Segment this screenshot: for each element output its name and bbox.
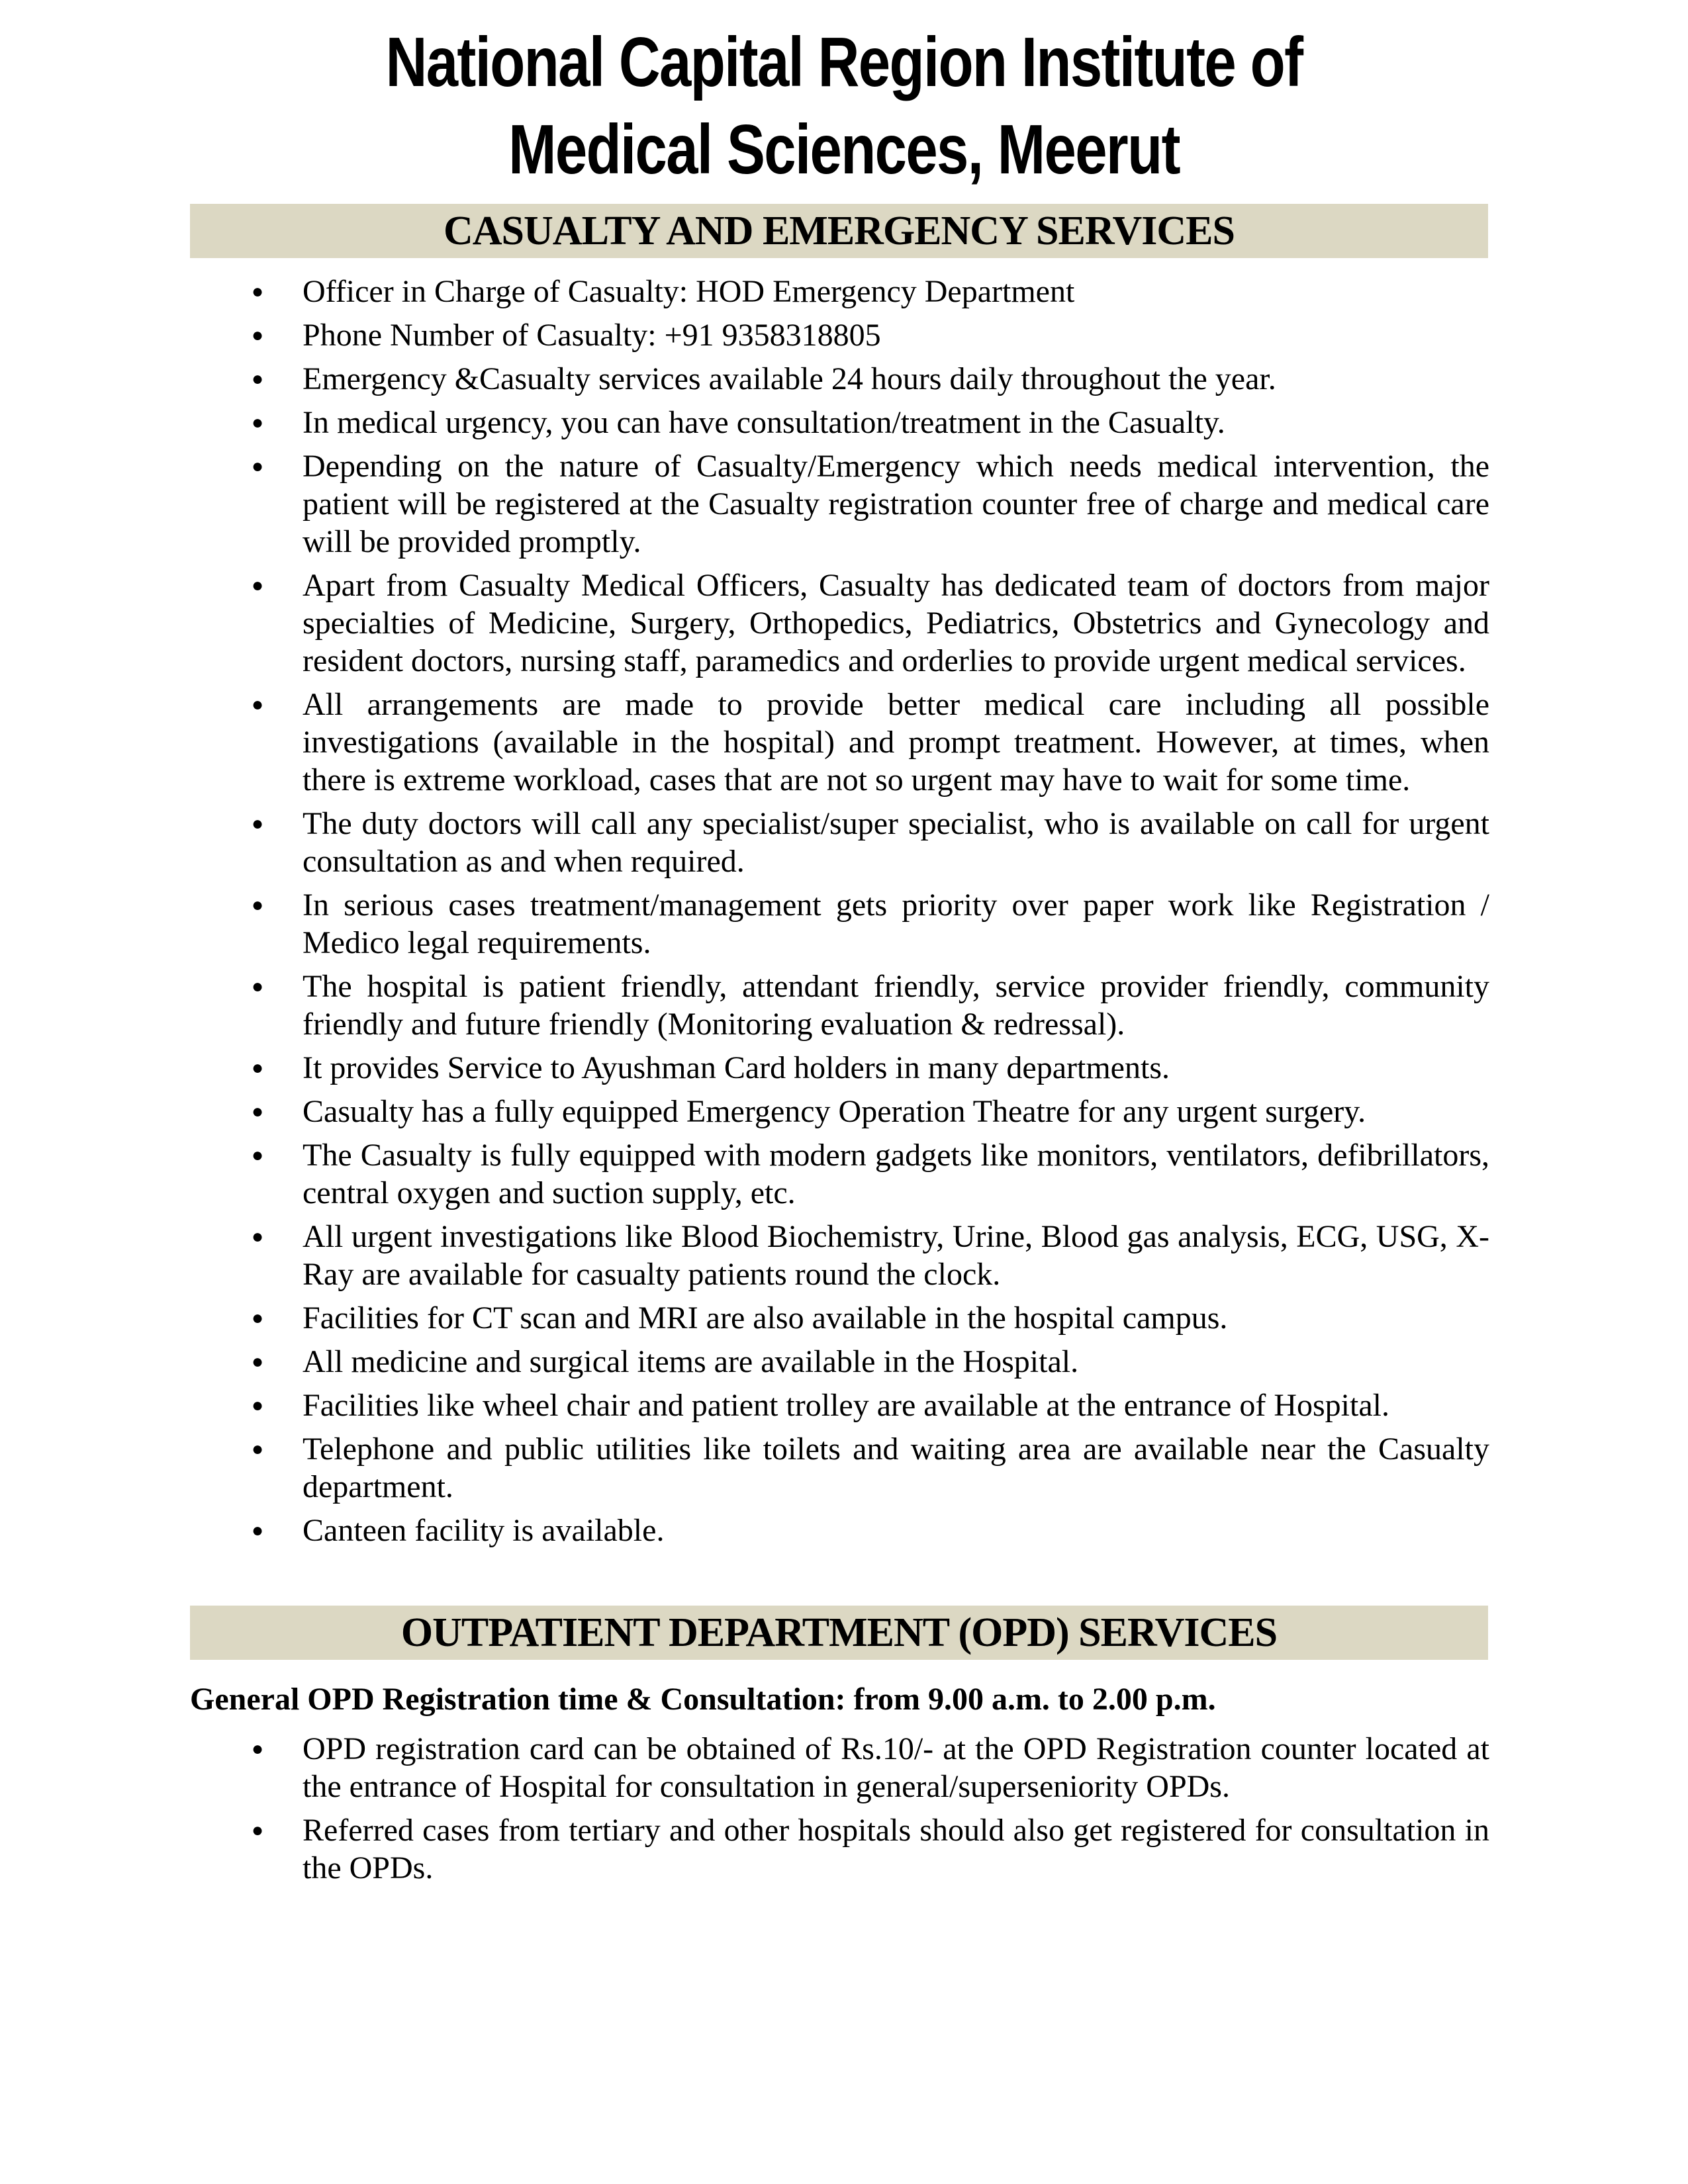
bullet-text: Facilities like wheel chair and patient trolley are available at the entrance of Hospital. <box>303 1388 1389 1423</box>
bullet-text: The hospital is patient friendly, attendant friendly, service provider friendly, community friendly and future friendly (Monitoring evaluation & redressal). <box>303 969 1489 1042</box>
list-item <box>252 968 1489 1043</box>
bullet-text: In medical urgency, you can have consultation/treatment in the Casualty. <box>303 405 1225 440</box>
casualty-section-header: CASUALTY AND EMERGENCY SERVICES <box>190 204 1488 258</box>
list-item <box>252 1049 1489 1087</box>
bullet-icon: ● <box>252 455 264 477</box>
bullet-icon: ● <box>252 1144 264 1166</box>
list-item <box>252 886 1489 962</box>
list-item <box>252 686 1489 799</box>
list-item <box>252 447 1489 561</box>
page-title-line-2: Medical Sciences, Meerut <box>508 111 1180 189</box>
list-item <box>252 1430 1489 1506</box>
list-item <box>252 805 1489 880</box>
bullet-icon: ● <box>252 574 264 596</box>
list-item <box>252 404 1489 441</box>
bullet-icon: ● <box>252 813 264 835</box>
bullet-text: Depending on the nature of Casualty/Emergency which needs medical intervention, the patient will be registered at the Casualty registration counter free of charge and medical care will be provided promptly. <box>303 449 1489 559</box>
bullet-text: All arrangements are made to provide better medical care including all possible investigations (available in the hospital) and prompt treatment. However, at times, when there is extreme workload, cases that are not so urgent may have to wait for some time. <box>303 687 1489 797</box>
bullet-text: All medicine and surgical items are available in the Hospital. <box>303 1344 1079 1379</box>
bullet-text: Referred cases from tertiary and other hospitals should also get registered for consultation in the OPDs. <box>303 1813 1489 1886</box>
bullet-text: The Casualty is fully equipped with modern gadgets like monitors, ventilators, defibrillators, central oxygen and suction supply, etc. <box>303 1138 1489 1210</box>
casualty-bullet-list <box>0 273 1688 1549</box>
list-item <box>252 1093 1489 1130</box>
bullet-icon: ● <box>252 1351 264 1373</box>
bullet-text: All urgent investigations like Blood Biochemistry, Urine, Blood gas analysis, ECG, USG, X-Ray are available for casualty patients round the clock. <box>303 1219 1489 1292</box>
bullet-text: Canteen facility is available. <box>303 1513 665 1548</box>
list-item <box>252 273 1489 310</box>
list-item <box>252 1730 1489 1805</box>
bullet-icon: ● <box>252 1307 264 1329</box>
bullet-icon: ● <box>252 368 264 390</box>
bullet-icon: ● <box>252 1226 264 1248</box>
bullet-text: The duty doctors will call any specialist/super specialist, who is available on call for urgent consultation as and when required. <box>303 806 1489 879</box>
list-item <box>252 1218 1489 1293</box>
bullet-icon: ● <box>252 1520 264 1541</box>
bullet-text: Officer in Charge of Casualty: HOD Emergency Department <box>303 274 1075 309</box>
bullet-icon: ● <box>252 324 264 346</box>
bullet-text: OPD registration card can be obtained of Rs.10/- at the OPD Registration counter located at the entrance of Hospital for consultation in general/superseniority OPDs. <box>303 1731 1489 1804</box>
bullet-icon: ● <box>252 1438 264 1460</box>
bullet-icon: ● <box>252 1394 264 1416</box>
bullet-text: It provides Service to Ayushman Card holders in many departments. <box>303 1050 1170 1085</box>
page-title <box>0 19 1688 193</box>
bullet-text: Emergency &Casualty services available 24 hours daily throughout the year. <box>303 361 1276 396</box>
list-item <box>252 1512 1489 1549</box>
list-item <box>252 1136 1489 1212</box>
list-item <box>252 1343 1489 1381</box>
bullet-icon: ● <box>252 281 264 302</box>
bullet-text: Casualty has a fully equipped Emergency Operation Theatre for any urgent surgery. <box>303 1094 1366 1129</box>
list-item <box>252 1811 1489 1887</box>
bullet-icon: ● <box>252 694 264 715</box>
bullet-icon: ● <box>252 1057 264 1079</box>
bullet-icon: ● <box>252 976 264 997</box>
bullet-icon: ● <box>252 1738 264 1760</box>
opd-registration-time-line: General OPD Registration time & Consultation: from 9.00 a.m. to 2.00 p.m. <box>190 1682 1216 1717</box>
bullet-text: Apart from Casualty Medical Officers, Casualty has dedicated team of doctors from major specialties of Medicine, Surgery, Orthopedics, Pediatrics, Obstetrics and Gynecology and resident doctors, nursing staff, paramedics and orderlies to provide urgent medical services. <box>303 568 1489 678</box>
opd-section-header: OUTPATIENT DEPARTMENT (OPD) SERVICES <box>190 1606 1488 1660</box>
list-item <box>252 360 1489 398</box>
bullet-icon: ● <box>252 1101 264 1122</box>
page-title-line-1: National Capital Region Institute of <box>385 23 1303 101</box>
opd-bullet-list <box>0 1730 1688 1887</box>
bullet-text: Facilities for CT scan and MRI are also available in the hospital campus. <box>303 1300 1228 1336</box>
bullet-text: Phone Number of Casualty: +91 9358318805 <box>303 318 881 353</box>
list-item <box>252 316 1489 354</box>
bullet-icon: ● <box>252 1819 264 1841</box>
list-item <box>252 1299 1489 1337</box>
bullet-text: Telephone and public utilities like toilets and waiting area are available near the Casualty department. <box>303 1432 1489 1504</box>
bullet-text: In serious cases treatment/management gets priority over paper work like Registration / Medico legal requirements. <box>303 887 1489 960</box>
bullet-icon: ● <box>252 894 264 916</box>
bullet-icon: ● <box>252 412 264 433</box>
list-item <box>252 1387 1489 1424</box>
list-item <box>252 567 1489 680</box>
